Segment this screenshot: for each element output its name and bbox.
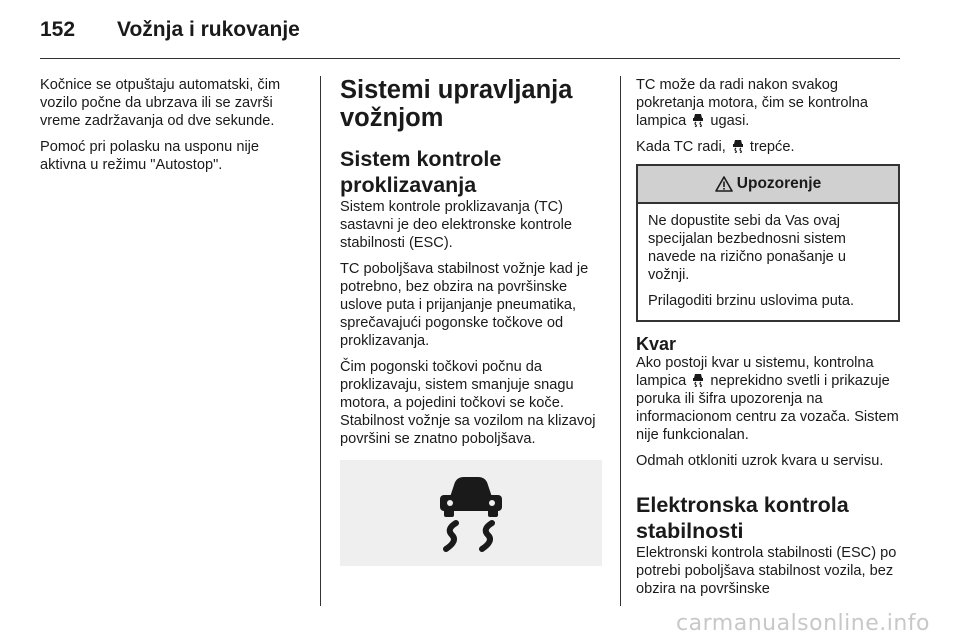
subsection-heading: Kvar	[636, 334, 677, 354]
warning-triangle-icon	[715, 176, 733, 192]
paragraph: TC može da radi nakon svakog pokretanja motora, čim se kontrolna lampica ugasi.	[636, 77, 868, 129]
subsection-heading: Elektronska kontrola stabilnosti	[636, 493, 849, 543]
paragraph: Elektronski kontrola stabilnosti (ESC) po potrebi poboljšava stabilnost vozila, bez obzira na površinske	[636, 545, 897, 597]
warning-header	[638, 166, 898, 204]
traction-control-icon	[692, 113, 704, 127]
column-middle	[340, 76, 605, 566]
traction-control-icon	[426, 473, 516, 553]
paragraph: TC poboljšava stabilnost vožnje kad je potrebno, bez obzira na površinske uslove puta i prijanjanje pneumatika, sprečavajući pogonske točkove od proklizavanja.	[340, 261, 589, 349]
traction-control-icon	[732, 139, 744, 153]
traction-control-icon	[692, 373, 704, 387]
paragraph: Ako postoji kvar u sistemu, kontrolna lampica neprekidno svetli i prikazuje poruka ili šifra upozorenja na informacionom centru za vozača. Sistem nije funkcionalan.	[636, 355, 899, 443]
warning-title: Upozorenje	[736, 175, 822, 192]
paragraph: Čim pogonski točkovi počnu da proklizavaju, sistem smanjuje snagu motora, a pojedini točkovi se koče. Stabilnost vožnje sa vozilom na klizavoj površini se znatno poboljšava.	[340, 359, 596, 447]
paragraph: Odmah otkloniti uzrok kvara u servisu.	[636, 453, 884, 469]
warning-body	[638, 204, 898, 320]
traction-control-figure	[340, 460, 602, 566]
page-header	[40, 18, 300, 48]
subsection-heading: Sistem kontrole proklizavanja	[340, 147, 502, 197]
section-heading: Sistemi upravljanja vožnjom	[340, 76, 573, 132]
page-title: Vožnja i rukovanje	[117, 18, 300, 41]
watermark: carmanualsonline.info	[676, 611, 930, 636]
paragraph: Kada TC radi, trepće.	[636, 139, 795, 155]
column-right	[636, 76, 902, 606]
paragraph: Pomoć pri polasku na usponu nije aktivna u režimu "Autostop".	[40, 139, 260, 173]
paragraph: Prilagoditi brzinu uslovima puta.	[648, 293, 855, 309]
paragraph: Kočnice se otpuštaju automatski, čim vozilo počne da ubrzava ili se završi vreme zadržavanja od dve sekunde.	[40, 77, 281, 129]
page-number: 152	[40, 18, 76, 41]
column-divider-right	[620, 76, 621, 606]
column-left	[40, 76, 305, 182]
header-rule	[40, 58, 900, 59]
warning-box	[636, 164, 900, 322]
paragraph: Sistem kontrole proklizavanja (TC) sastavni je deo elektronske kontrole stabilnosti (ESC).	[340, 199, 573, 251]
paragraph: Ne dopustite sebi da Vas ovaj specijalan bezbednosni sistem navede na rizično ponašanje u vožnji.	[648, 213, 846, 283]
column-divider-left	[320, 76, 321, 606]
